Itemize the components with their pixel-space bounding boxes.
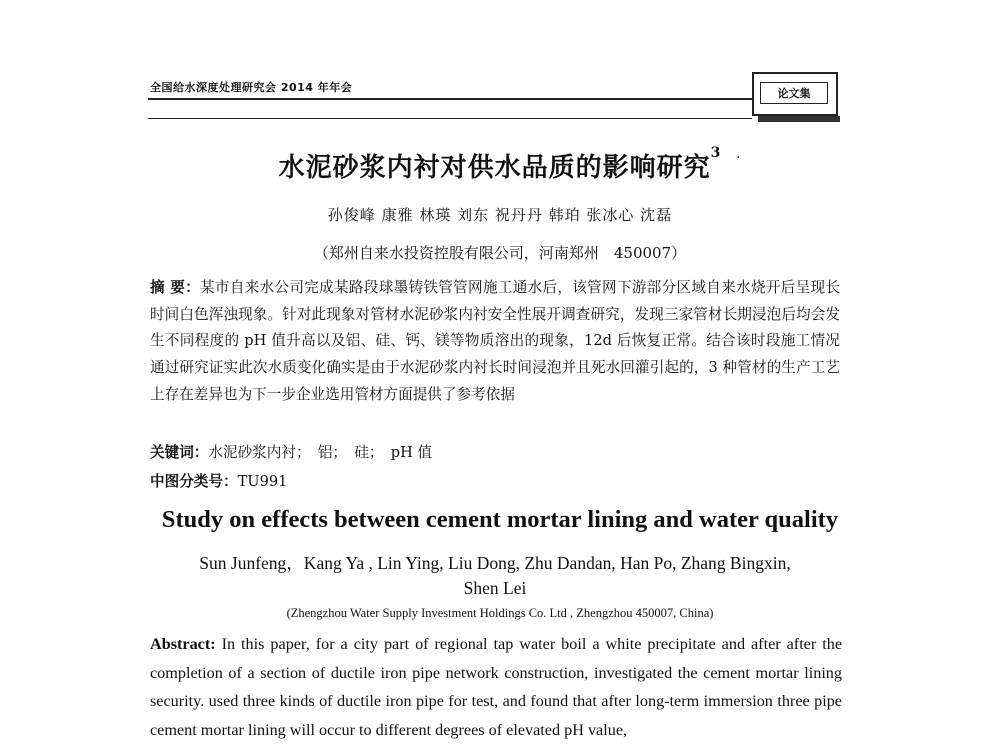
english-authors-line-2: Shen Lei — [463, 578, 527, 598]
section-tag-shadow — [758, 116, 840, 122]
stray-mark: · — [736, 150, 741, 166]
clc-label: 中图分类号： — [150, 473, 238, 490]
english-abstract-label: Abstract: — [150, 635, 216, 653]
chinese-keywords — [150, 441, 432, 462]
english-authors-line-1: Sun Junfeng，Kang Ya , Lin Ying, Liu Dong, Zhu Dandan, Han Po, Zhang Bingxin, — [199, 553, 791, 573]
chinese-title-text: 水泥砂浆内衬对供水品质的影响研究 — [278, 153, 711, 183]
english-title: Study on effects between cement mortar lining and water quality — [161, 506, 839, 533]
english-authors — [150, 551, 840, 601]
chinese-abstract — [150, 275, 840, 409]
section-tag-box — [752, 72, 838, 116]
running-head: 全国给水深度处理研究会 2014 年年会 — [150, 81, 353, 94]
chinese-affiliation: （郑州自来水投资控股有限公司，河南郑州 450007） — [313, 244, 687, 262]
keywords-label: 关键词： — [150, 444, 209, 461]
english-abstract — [150, 630, 842, 744]
english-affiliation: (Zhengzhou Water Supply Investment Holdings Co. Ltd , Zhengzhou 450007, China) — [286, 606, 714, 620]
header-rule-top — [148, 98, 752, 100]
chinese-abstract-label: 摘 要： — [150, 279, 201, 296]
section-tag-label: 论文集 — [760, 82, 828, 104]
english-abstract-text: In this paper, for a city part of regional tap water boil a white precipitate and after after the completion of a section of ductile iron pipe network construction, investigated the cement mortar lining security. used three kinds of ductile iron pipe for test, and found that after long-term immersion three pipe cement mortar lining will occur to different degrees of elevated pH value, — [150, 635, 843, 739]
keywords-text: 水泥砂浆内衬； 铝； 硅； pH 值 — [208, 444, 433, 461]
chinese-title — [0, 147, 1000, 184]
title-footnote-mark: 3 — [710, 145, 722, 161]
chinese-abstract-text: 某市自来水公司完成某路段球墨铸铁管管网施工通水后，该管网下游部分区域自来水烧开后呈现长时间白色浑浊现象。针对此现象对管材水泥砂浆内衬安全性展开调查研究，发现三家管材长期浸泡后均会发生不同程度的 pH 值升高以及铝、硅、钙、镁等物质溶出的现象，12d 后恢复正常。结合该时段施工情况通过研究证实此次水质变化确实是由于水泥砂浆内衬长时间浸泡并且死水回灌引起的，3 种管材的生产工艺上存在差异也为下一步企业选用管材方面提供了参考依据 — [150, 279, 840, 403]
header-rule-bottom — [148, 118, 752, 119]
chinese-clc — [150, 470, 287, 491]
chinese-authors: 孙俊峰 康雅 林瑛 刘东 祝丹丹 韩珀 张冰心 沈磊 — [327, 206, 673, 224]
clc-text: TU991 — [237, 473, 288, 490]
